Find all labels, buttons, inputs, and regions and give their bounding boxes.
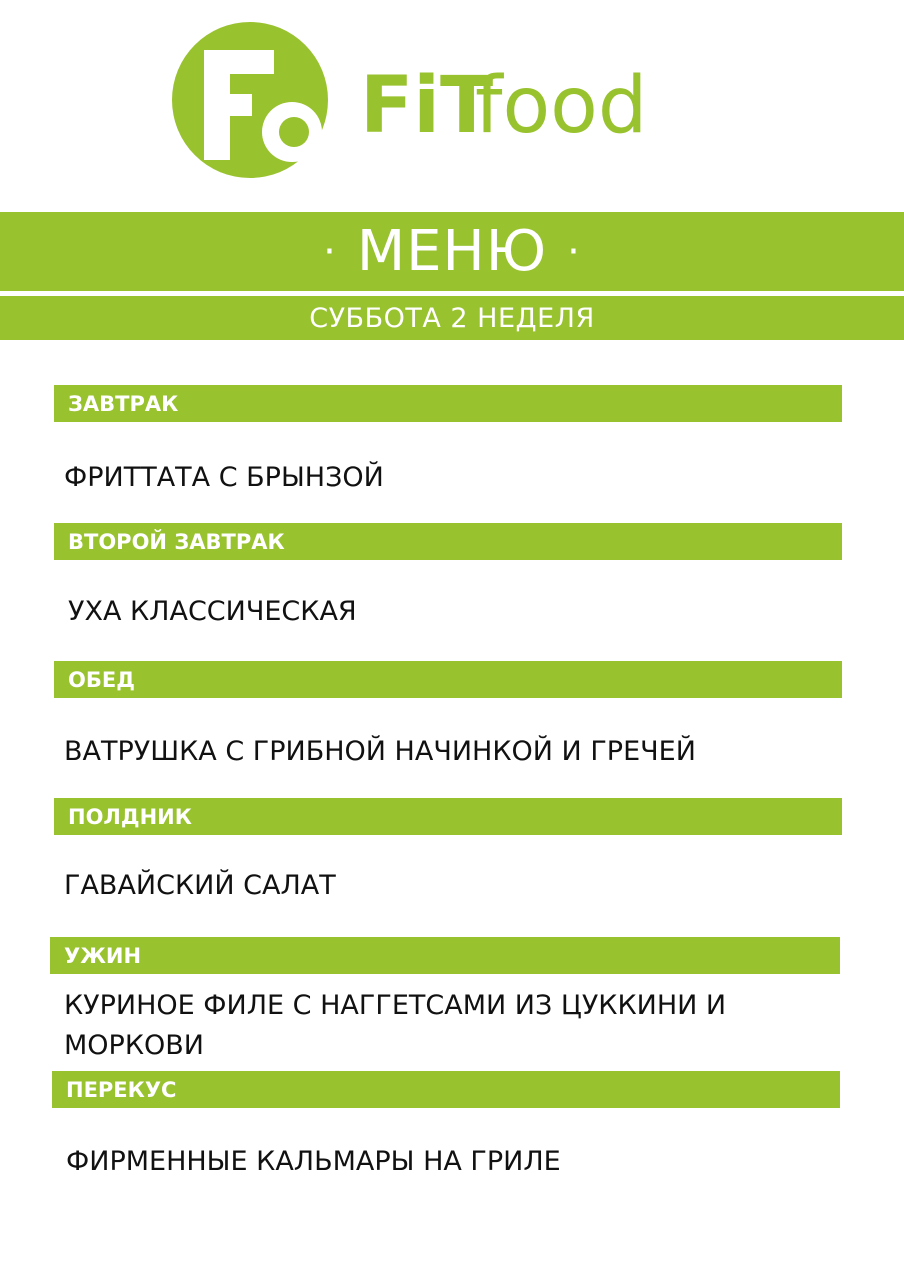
meal-header-lunch — [54, 661, 842, 698]
logo-o-inner — [279, 117, 309, 147]
meal-label: ЗАВТРАК — [68, 391, 179, 416]
meal-header-second-breakfast — [54, 523, 842, 560]
meal-header-snack — [54, 798, 842, 835]
dish-dinner: КУРИНОЕ ФИЛЕ С НАГГЕТСАМИ ИЗ ЦУККИНИ И МОРКОВИ — [64, 990, 727, 1061]
dish-second-breakfast: УХА КЛАССИЧЕСКАЯ — [68, 596, 357, 627]
logo-f-mid-bar — [204, 94, 252, 116]
meal-label: УЖИН — [64, 943, 142, 968]
logo-text-food: food — [475, 61, 648, 151]
meal-label: ПЕРЕКУС — [66, 1077, 177, 1102]
logo-f-top-bar — [204, 50, 274, 74]
day-subtitle-band — [0, 296, 904, 340]
meal-header-extra-snack — [52, 1071, 840, 1108]
dish-lunch: ВАТРУШКА С ГРИБНОЙ НАЧИНКОЙ И ГРЕЧЕЙ — [64, 736, 696, 767]
meal-label: ПОЛДНИК — [68, 804, 192, 829]
logo-graphic — [170, 20, 670, 180]
logo-text-fit: FiT — [360, 61, 494, 151]
menu-title: МЕНЮ — [356, 219, 548, 284]
meal-label: ОБЕД — [68, 667, 135, 692]
meal-label: ВТОРОЙ ЗАВТРАК — [68, 529, 285, 554]
day-subtitle: СУББОТА 2 НЕДЕЛЯ — [309, 302, 595, 334]
fitfood-logo — [170, 20, 670, 180]
dish-extra-snack: ФИРМЕННЫЕ КАЛЬМАРЫ НА ГРИЛЕ — [66, 1146, 561, 1177]
title-dot-right: · — [567, 228, 581, 275]
meal-header-dinner — [50, 937, 840, 974]
title-dot-left: · — [323, 228, 337, 275]
dish-snack: ГАВАЙСКИЙ САЛАТ — [64, 870, 336, 901]
menu-title-band — [0, 212, 904, 291]
dish-breakfast: ФРИТТАТА С БРЫНЗОЙ — [64, 462, 384, 493]
meal-header-breakfast — [54, 385, 842, 422]
